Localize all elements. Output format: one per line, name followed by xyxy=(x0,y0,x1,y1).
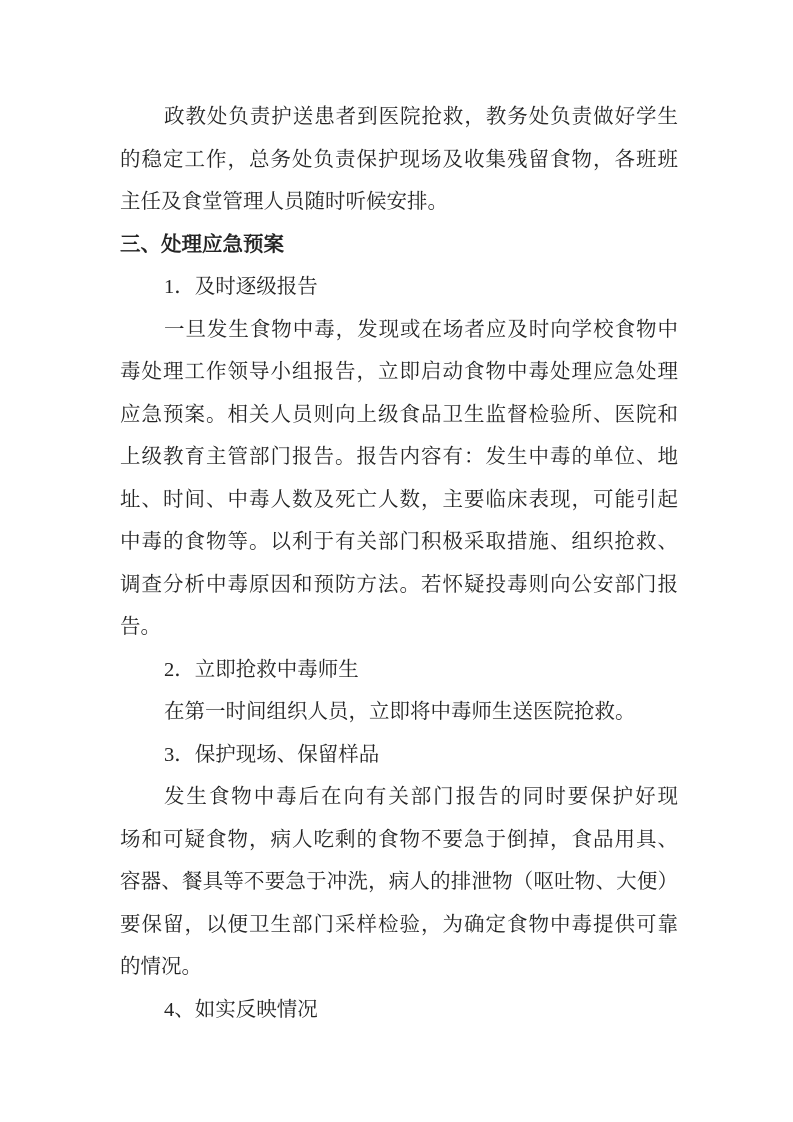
paragraph-line: 在第一时间组织人员，立即将中毒师生送医院抢救。 xyxy=(164,701,636,723)
paragraph-line: 政教处负责护送患者到医院抢救，教务处负责做好学生 xyxy=(164,106,678,128)
section-heading: 三、处理应急预案 xyxy=(120,233,284,256)
item3-title: 3．保护现场、保留样品 xyxy=(164,743,380,766)
item4-title: 4、如实反映情况 xyxy=(164,998,318,1021)
paragraph-line: 发生食物中毒后在向有关部门报告的同时要保护好现 xyxy=(164,786,678,808)
paragraph-line: 场和可疑食物，病人吃剩的食物不要急于倒掉，食品用具、 xyxy=(120,828,678,851)
paragraph-line: 毒处理工作领导小组报告，立即启动食物中毒处理应急处理 xyxy=(120,361,678,383)
paragraph-line: 的稳定工作，总务处负责保护现场及收集残留食物，各班班 xyxy=(120,148,678,171)
item1-title: 1．及时逐级报告 xyxy=(164,276,318,298)
paragraph-line: 的情况。 xyxy=(120,956,202,978)
paragraph-line: 中毒的食物等。以利于有关部门积极采取措施、组织抢救、 xyxy=(120,531,678,553)
paragraph-line: 上级教育主管部门报告。报告内容有：发生中毒的单位、地 xyxy=(120,446,678,468)
paragraph-line: 主任及食堂管理人员随时听候安排。 xyxy=(120,191,448,213)
paragraph-line: 址、时间、中毒人数及死亡人数，主要临床表现，可能引起 xyxy=(120,488,678,511)
paragraph-line: 告。 xyxy=(120,616,161,638)
paragraph-line: 一旦发生食物中毒，发现或在场者应及时向学校食物中 xyxy=(164,318,678,341)
paragraph-line: 应急预案。相关人员则向上级食品卫生监督检验所、医院和 xyxy=(120,403,678,426)
paragraph-line: 容器、餐具等不要急于冲洗，病人的排泄物（呕吐物、大便） xyxy=(120,871,678,893)
paragraph-line: 调查分析中毒原因和预防方法。若怀疑投毒则向公安部门报 xyxy=(120,573,678,596)
item2-title: 2．立即抢救中毒师生 xyxy=(164,658,359,681)
paragraph-line: 要保留，以便卫生部门采样检验，为确定食物中毒提供可靠 xyxy=(120,913,678,936)
